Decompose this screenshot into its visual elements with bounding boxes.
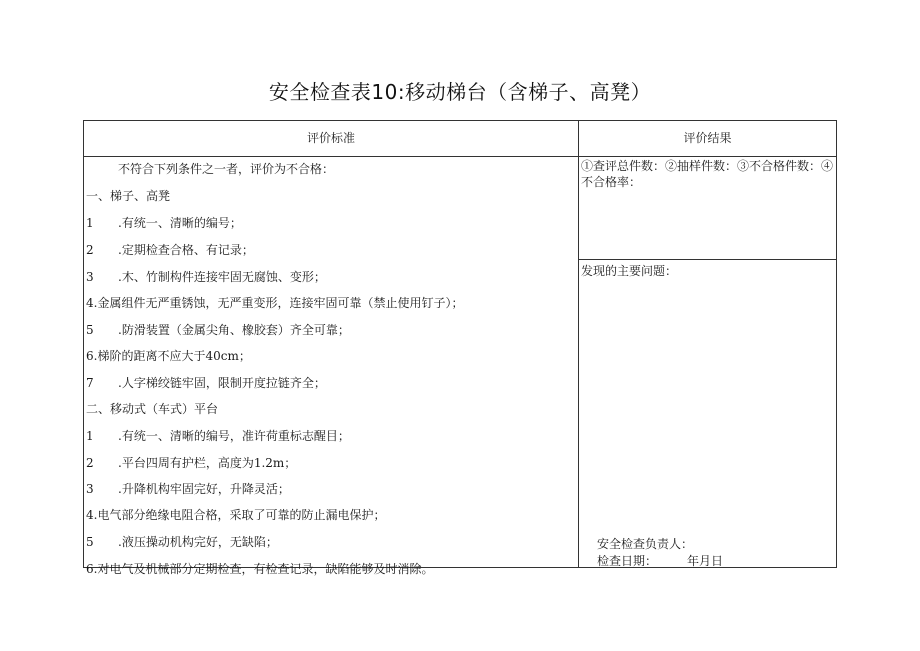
column-divider <box>578 121 579 567</box>
criteria-line: 2 .平台四周有护栏，高度为1.2m； <box>86 456 297 470</box>
date-label: 检查日期： <box>597 554 658 568</box>
criteria-line: 二、移动式（车式）平台 <box>86 402 219 416</box>
signer-label: 安全检查负责人： <box>597 537 694 551</box>
results-divider <box>578 259 836 260</box>
criteria-line: 1 .有统一、清晰的编号，准许荷重标志醒目； <box>86 429 350 443</box>
criteria-line: 5 .防滑装置（金属尖角、橡胶套）齐全可靠； <box>86 323 350 337</box>
criteria-line: 4.金属组件无严重锈蚀，无严重变形，连接牢固可靠（禁止使用钉子）； <box>86 296 464 310</box>
criteria-line: 4.电气部分绝缘电阻合格，采取了可靠的防止漏电保护； <box>86 508 386 522</box>
criteria-line: 1 .有统一、清晰的编号； <box>86 216 242 230</box>
header-divider <box>84 156 836 157</box>
problems-label: 发现的主要问题： <box>581 264 678 278</box>
criteria-line: 不符合下列条件之一者，评价为不合格： <box>118 162 335 176</box>
criteria-line: 3 .升降机构牢固完好，升降灵活； <box>86 482 290 496</box>
result-counts: ①查评总件数：②抽样件数：③不合格件数：④不合格率： <box>581 159 834 189</box>
criteria-line: 7 .人字梯绞链牢固，限制开度拉链齐全； <box>86 376 326 390</box>
criteria-line: 2 .定期检查合格、有记录； <box>86 243 254 257</box>
date-line <box>597 552 723 569</box>
header-results: 评价结果 <box>683 131 732 145</box>
criteria-line: 一、梯子、高凳 <box>86 189 171 203</box>
page-title: 安全检查表10:移动梯台（含梯子、高凳） <box>268 80 652 104</box>
criteria-line: 3 .木、竹制构件连接牢固无腐蚀、变形； <box>86 270 326 284</box>
header-criteria: 评价标准 <box>306 131 355 145</box>
date-value: 年月日 <box>687 554 724 568</box>
checklist-table <box>83 120 837 576</box>
criteria-line: 5 .液压操动机构完好，无缺陷； <box>86 535 278 549</box>
criteria-line: 6.梯阶的距离不应大于40cm； <box>86 349 251 363</box>
criteria-line: 6.对电气及机械部分定期检查，有检查记录，缺陷能够及时消除。 <box>86 562 434 576</box>
